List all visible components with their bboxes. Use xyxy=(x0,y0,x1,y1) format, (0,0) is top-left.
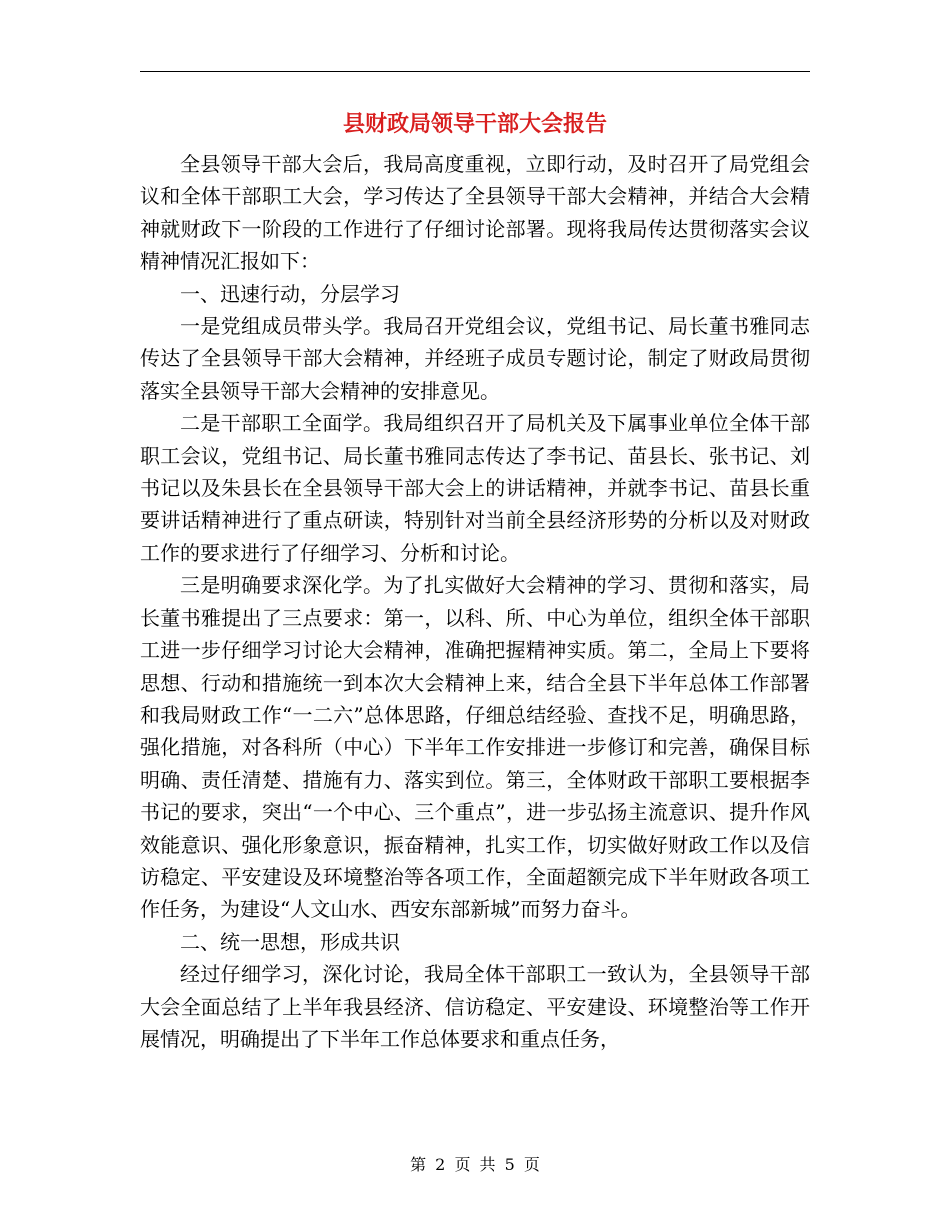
header-rule xyxy=(140,71,810,72)
section-heading-2: 二、统一思想，形成共识 xyxy=(180,929,400,954)
document-title: 县财政局领导干部大会报告 xyxy=(342,111,607,137)
paragraph-requirements: 三是明确要求深化学。为了扎实做好大会精神的学习、贯彻和落实，局长董书雅提出了三点要求：第一，以科、所、中心为单位，组织全体干部职工进一步仔细学习讨论大会精神，准确把握精神实质。第二，全局上下要将思想、行动和措施统一到本次大会精神上来，结合全县下半年总体工作部署和我局财政工作“一二六”总体思路，仔细总结经验、查找不足，明确思路，强化措施，对各科所（中心）下半年工作安排进一步修订和完善，确保目标明确、责任清楚、措施有力、落实到位。第三，全体财政干部职工要根据李书记的要求，突出“一个中心、三个重点”，进一步弘扬主流意识、提升作风效能意识、强化形象意识，振奋精神，扎实工作，切实做好财政工作以及信访稳定、平安建设及环境整治等各项工作，全面超额完成下半年财政各项工作任务，为建设“人文山水、西安东部新城”而努力奋斗。 xyxy=(140,573,810,922)
paragraph-intro: 全县领导干部大会后，我局高度重视，立即行动，及时召开了局党组会议和全体干部职工大会，学习传达了全县领导干部大会精神，并结合大会精神就财政下一阶段的工作进行了仔细讨论部署。现将我局传达贯彻落实会议精神情况汇报如下： xyxy=(140,152,810,274)
section-heading-1: 一、迅速行动，分层学习 xyxy=(180,281,400,306)
paragraph-consensus: 经过仔细学习，深化讨论，我局全体干部职工一致认为，全县领导干部大会全面总结了上半年我县经济、信访稳定、平安建设、环境整治等工作开展情况，明确提出了下半年工作总体要求和重点任务， xyxy=(140,962,810,1051)
page-number-footer: 第 2 页 共 5 页 xyxy=(410,1155,540,1174)
paragraph-all-staff: 二是干部职工全面学。我局组织召开了局机关及下属事业单位全体干部职工会议，党组书记、局长董书雅同志传达了李书记、苗县长、张书记、刘书记以及朱县长在全县领导干部大会上的讲话精神，并就李书记、苗县长重要讲话精神进行了重点研读，特别针对当前全县经济形势的分析以及对财政工作的要求进行了仔细学习、分析和讨论。 xyxy=(140,411,810,565)
document-body xyxy=(140,148,810,1055)
paragraph-party-members: 一是党组成员带头学。我局召开党组会议，党组书记、局长董书雅同志传达了全县领导干部大会精神，并经班子成员专题讨论，制定了财政局贯彻落实全县领导干部大会精神的安排意见。 xyxy=(140,314,810,403)
